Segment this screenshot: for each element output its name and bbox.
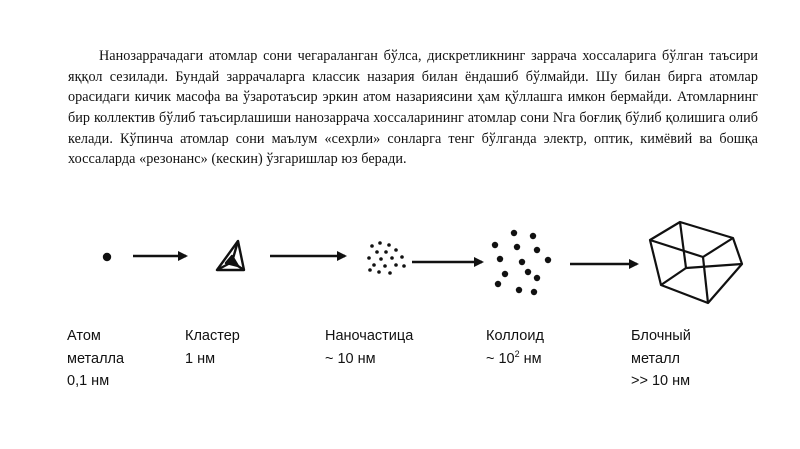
stage-name: Блочный xyxy=(631,328,691,344)
stage-size: >> 10 нм xyxy=(631,373,691,389)
cluster-tetrahedron-icon xyxy=(217,241,244,270)
stage-name-2: металл xyxy=(631,350,681,367)
colloid-dots-icon xyxy=(492,230,551,295)
nanoparticle-dots-icon xyxy=(367,241,406,275)
label-cluster xyxy=(185,325,240,370)
stage-name: Атом xyxy=(67,328,101,344)
body-paragraph: Нанозаррачадаги атомлар сони чегараланган бўлса, дискретликнинг заррача хоссаларига бўлган таъсири яққол сезилади. Бундай заррачаларга классик назария билан ёндашиб бўлмайди. Шу билан бирга атомлар орасидаги кичик масофа ва ўзаротаъсир эркин атом назариясини ҳам қўллашга имкон бермайди. Атомларнинг бир коллектив бўлиб таъсирлашиши нанозаррача хоссаларининг атомлар сони Nга боғлиқ бўлиб қолишига олиб келади. Кўпинча атомлар сони маълум «сехрли» сонларга тенг бўлганда электр, оптик, кимёвий ва бошқа хоссаларда «резонанс» (кескин) ўзгаришлар юз беради. xyxy=(68,48,758,168)
label-nanoparticle xyxy=(325,325,413,370)
size-scale-diagram xyxy=(0,200,800,449)
stage-size-exponent: 2 xyxy=(514,348,520,359)
stage-size: 0,1 нм xyxy=(67,373,110,389)
stage-size: ~ 10 нм xyxy=(325,350,376,367)
atom-dot-icon xyxy=(103,253,111,261)
stage-size xyxy=(486,348,544,371)
stage-name-2: металла xyxy=(67,350,125,367)
stage-size: 1 нм xyxy=(185,350,216,367)
label-atom xyxy=(67,325,124,393)
stage-name: Кластер xyxy=(185,328,240,344)
stage-size-prefix: ~ 10 xyxy=(486,350,515,367)
stage-size-unit: нм xyxy=(519,350,542,367)
label-colloid xyxy=(486,325,544,370)
stage-name: Наночастица xyxy=(325,328,414,344)
stage-name: Коллоид xyxy=(486,328,544,344)
bulk-metal-cube-icon xyxy=(650,222,742,303)
label-bulk-metal xyxy=(631,325,691,393)
